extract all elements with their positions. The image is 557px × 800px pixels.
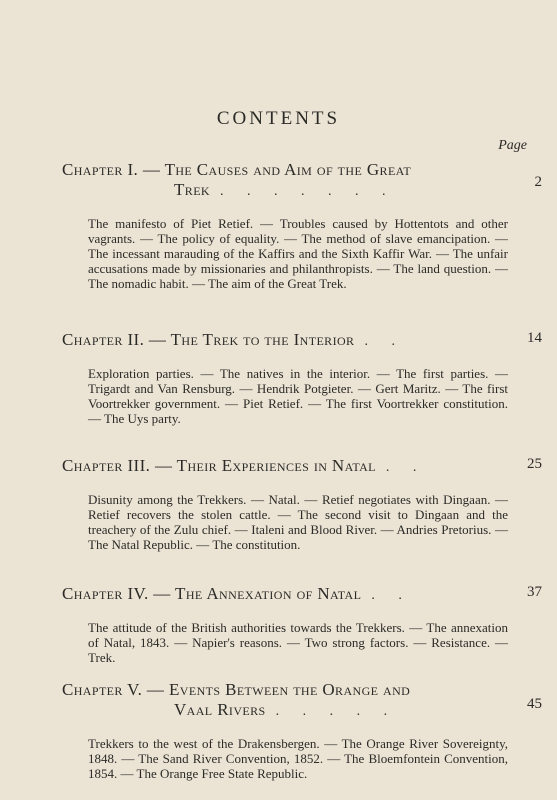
chapter-summary: Trekkers to the west of the Drakensbergen. — The Orange River Sovereignty, 1848. — The Sand River Convention, 1852. — The Bloemfontein Convention, 1854. — The Orange Free State Republic. bbox=[88, 736, 508, 781]
chapter-entry-2 bbox=[62, 330, 542, 426]
chapter-title: Chapter II. — The Trek to the Interior . . bbox=[62, 330, 405, 349]
chapter-title-continued: Vaal Rivers . . . . . bbox=[174, 700, 398, 719]
page-column-label: Page bbox=[498, 138, 527, 153]
chapter-summary: The manifesto of Piet Retief. — Troubles caused by Hottentots and other vagrants. — The policy of equality. — The method of slave emancipation. — The incessant marauding of the Kaffirs and the Sixth Kaffir War. — The unfair accusations made by missionaries and philanthropists. — The land question. — The nomadic habit. — The aim of the Great Trek. bbox=[88, 216, 508, 291]
chapter-page-number: 14 bbox=[527, 330, 542, 346]
leader-dots: . . . . . . . bbox=[219, 184, 396, 199]
leader-dots: . . bbox=[385, 460, 427, 475]
chapter-summary: The attitude of the British authorities towards the Trekkers. — The annexation of Natal, 1843. — Napier's reasons. — Two strong factors. — Resistance. — Trek. bbox=[88, 620, 508, 665]
chapter-title-continued: Trek . . . . . . . bbox=[174, 180, 396, 199]
chapter-page-number: 45 bbox=[527, 696, 542, 712]
chapter-title: Chapter I. — The Causes and Aim of the Great bbox=[62, 160, 412, 179]
chapter-entry-3 bbox=[62, 456, 542, 552]
chapter-entry-5 bbox=[62, 680, 542, 781]
chapter-page-number: 25 bbox=[527, 456, 542, 472]
chapter-page-number: 37 bbox=[527, 584, 542, 600]
chapter-summary: Disunity among the Trekkers. — Natal. — Retief negotiates with Dingaan. — Retief recovers the stolen cattle. — The second visit to Dingaan and the treachery of the Zulu chief. — Italeni and Blood River. — Andries Pretorius. — The Natal Republic. — The constitution. bbox=[88, 492, 508, 552]
chapter-entry-4 bbox=[62, 584, 542, 665]
chapter-title: Chapter III. — Their Experiences in Natal . . bbox=[62, 456, 427, 475]
chapter-entry-1 bbox=[62, 160, 542, 291]
leader-dots: . . bbox=[371, 588, 412, 603]
chapter-title: Chapter V. — Events Between the Orange and bbox=[62, 680, 411, 699]
leader-dots: . . bbox=[364, 334, 405, 349]
chapter-title: Chapter IV. — The Annexation of Natal . . bbox=[62, 584, 412, 603]
contents-heading: CONTENTS bbox=[216, 108, 341, 129]
leader-dots: . . . . . bbox=[275, 704, 398, 719]
chapter-page-number: 2 bbox=[534, 174, 542, 190]
chapter-summary: Exploration parties. — The natives in the interior. — The first parties. — Trigardt and Van Rensburg. — Hendrik Potgieter. — Gert Maritz. — The first Voortrekker government. — Piet Retief. — The first Voortrekker constitution. — The Uys party. bbox=[88, 366, 508, 426]
